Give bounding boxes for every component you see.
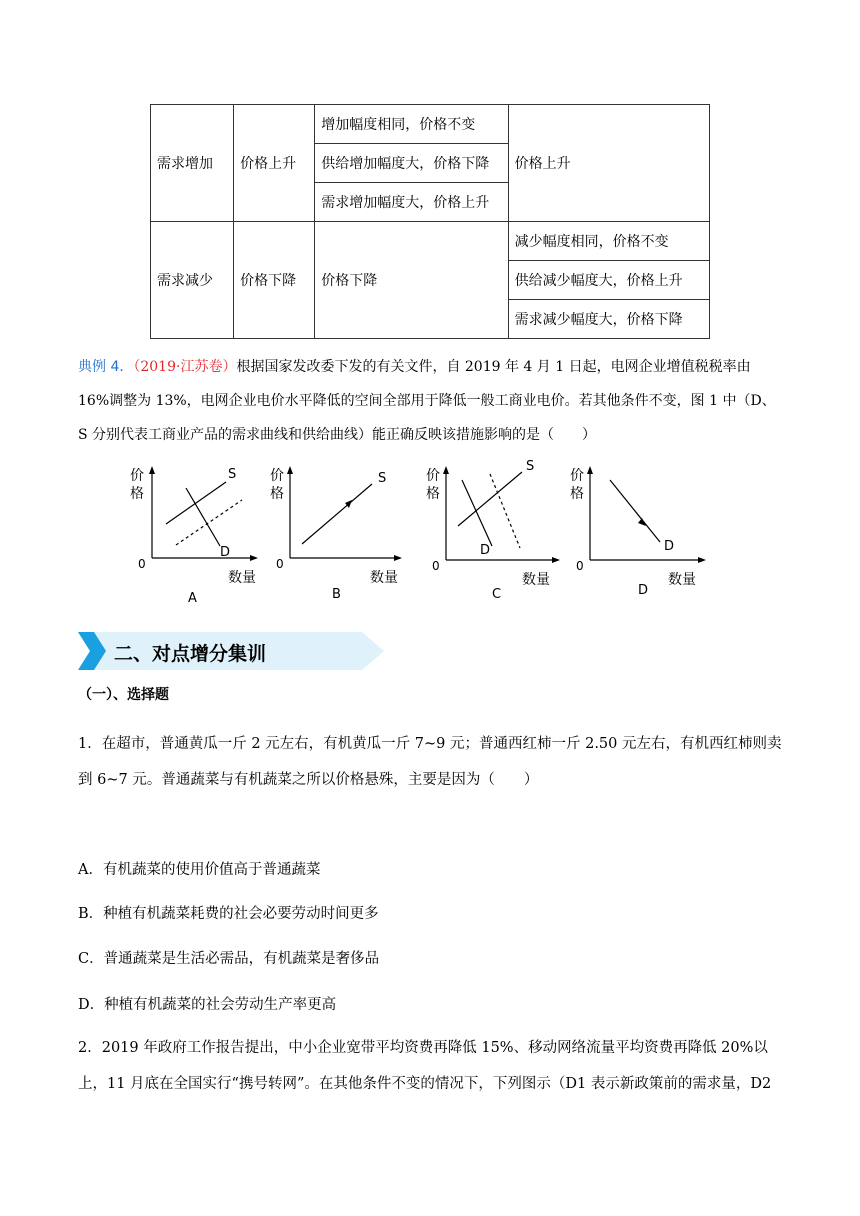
section-banner xyxy=(78,632,388,670)
s-label: S xyxy=(526,459,535,474)
example-label: 典例 4． xyxy=(78,359,134,375)
d-label: D xyxy=(664,539,675,554)
origin-label: 0 xyxy=(138,557,146,571)
y-axis-label: 价 xyxy=(570,468,584,484)
table-cell: 需求增加 xyxy=(151,105,234,222)
x-axis-label: 数量 xyxy=(370,570,398,586)
d-label: D xyxy=(220,545,231,560)
table-cell: 需求减少幅度大，价格下降 xyxy=(508,300,709,339)
option-label: D xyxy=(638,583,649,598)
table-cell: 价格下降 xyxy=(315,222,508,339)
option-label: C xyxy=(492,587,502,602)
y-axis-label: 价 xyxy=(270,468,284,484)
origin-label: 0 xyxy=(276,557,284,571)
y-axis-label: 格 xyxy=(270,486,284,502)
table-cell: 供给减少幅度大，价格上升 xyxy=(508,261,709,300)
graph-b xyxy=(266,430,406,610)
question-line: 1．在超市，普通黄瓜一斤 2 元左右，有机黄瓜一斤 7~9 元；普通西红柿一斤 2.50 元左右，有机西红柿则卖 xyxy=(78,736,782,752)
supply-demand-table xyxy=(150,104,710,339)
example-source: （2019·江苏卷） xyxy=(133,359,237,375)
option-a: A．有机蔬菜的使用价值高于普通蔬菜 xyxy=(78,862,321,878)
y-axis-label: 格 xyxy=(130,486,144,502)
table-cell: 价格上升 xyxy=(508,105,709,222)
option-c: C．普通蔬菜是生活必需品，有机蔬菜是奢侈品 xyxy=(78,951,380,967)
y-axis-label: 格 xyxy=(570,486,584,502)
graph-a xyxy=(118,430,258,610)
option-graphs xyxy=(118,430,718,610)
y-axis-label: 格 xyxy=(426,486,440,502)
table-row xyxy=(151,222,710,261)
option-label: A xyxy=(188,591,197,606)
d-label: D xyxy=(480,543,491,558)
table-cell: 减少幅度相同，价格不变 xyxy=(508,222,709,261)
subsection-title: （一）、选择题 xyxy=(78,687,169,703)
question-line: 2．2019 年政府工作报告提出，中小企业宽带平均资费再降低 15%、移动网络流量平均资费再降低 20%以 xyxy=(78,1040,768,1056)
y-axis-label: 价 xyxy=(426,468,440,484)
example-line-3: S 分别代表工商业产品的需求曲线和供给曲线）能正确反映该措施影响的是（ ） xyxy=(78,427,597,443)
origin-label: 0 xyxy=(432,559,440,573)
graph-d xyxy=(564,430,714,610)
graph-c xyxy=(418,430,568,610)
example-line-2: 16%调整为 13%，电网企业电价水平降低的空间全部用于降低一般工商业电价。若其他条件不变，图 1 中（D、 xyxy=(78,393,776,409)
s-label: S xyxy=(228,467,237,482)
x-axis-label: 数量 xyxy=(522,572,550,588)
question-line: 到 6~7 元。普通蔬菜与有机蔬菜之所以价格悬殊，主要是因为（ ） xyxy=(78,772,539,788)
table-row xyxy=(151,105,710,144)
table-cell: 增加幅度相同，价格不变 xyxy=(315,105,508,144)
table-cell: 价格下降 xyxy=(234,222,315,339)
y-axis-label: 价 xyxy=(130,468,144,484)
question-2 xyxy=(78,1030,788,1102)
example-text: 根据国家发改委下发的有关文件，自 2019 年 4 月 1 日起，电网企业增值税税率由 xyxy=(236,359,751,375)
example-line-1 xyxy=(78,350,790,384)
table-cell: 需求减少 xyxy=(151,222,234,339)
origin-label: 0 xyxy=(576,559,584,573)
table-cell: 供给增加幅度大，价格下降 xyxy=(315,144,508,183)
question-1 xyxy=(78,726,788,798)
option-label: B xyxy=(332,587,341,602)
option-b: B．种植有机蔬菜耗费的社会必要劳动时间更多 xyxy=(78,906,379,922)
s-label: S xyxy=(378,471,387,486)
table-cell: 价格上升 xyxy=(234,105,315,222)
section-title: 二、对点增分集训 xyxy=(114,643,267,665)
x-axis-label: 数量 xyxy=(668,572,696,588)
table-cell: 需求增加幅度大，价格上升 xyxy=(315,183,508,222)
x-axis-label: 数量 xyxy=(228,570,256,586)
question-line: 上，11 月底在全国实行“携号转网”。在其他条件不变的情况下，下列图示（D1 表示新政策前的需求量，D2 xyxy=(78,1076,772,1092)
option-d: D．种植有机蔬菜的社会劳动生产率更高 xyxy=(78,997,337,1013)
